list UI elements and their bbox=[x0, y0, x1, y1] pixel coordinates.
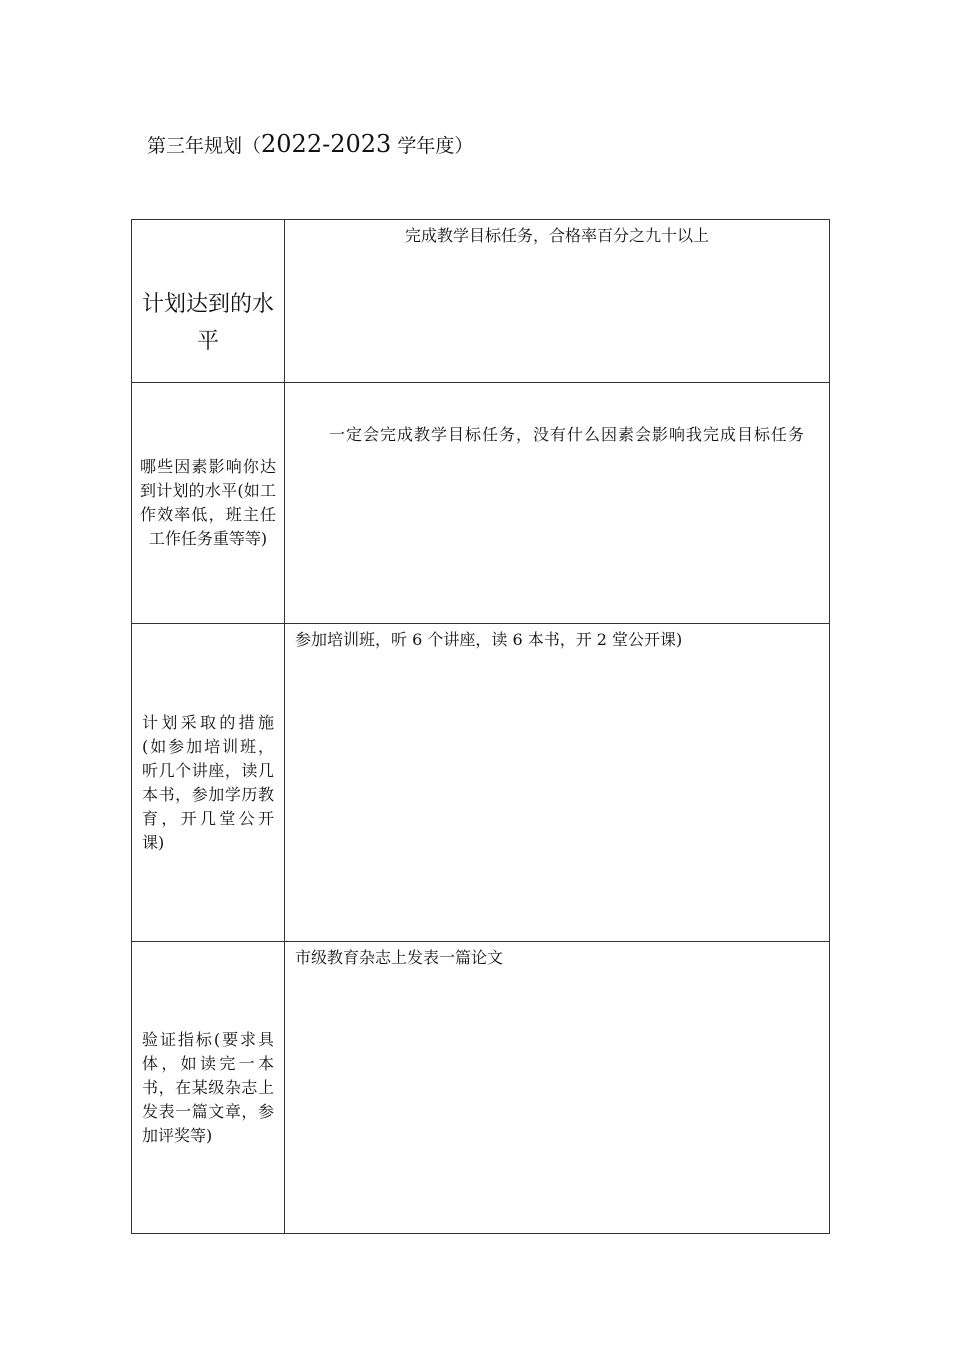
row-content: 完成教学目标任务，合格率百分之九十以上 bbox=[404, 226, 709, 245]
row-content: 市级教育杂志上发表一篇论文 bbox=[295, 948, 504, 967]
row-label-cell bbox=[132, 383, 285, 624]
row-content-cell bbox=[285, 624, 830, 942]
plan-table bbox=[131, 219, 830, 1234]
table-row-target-level bbox=[132, 220, 830, 383]
title-year: 2022-2023 bbox=[261, 130, 392, 158]
row-label: 验证指标(要求具体，如读完一本书，在某级杂志上发表一篇文章，参加评奖等) bbox=[142, 1029, 274, 1145]
row-content-cell bbox=[285, 942, 830, 1234]
title-suffix: 学年度） bbox=[391, 135, 474, 157]
row-label-cell bbox=[132, 624, 285, 942]
row-label: 计划采取的措施(如参加培训班，听几个讲座，读几本书，参加学历教育，开几堂公开课) bbox=[142, 712, 274, 852]
table-row-measures bbox=[132, 624, 830, 942]
row-content: 参加培训班，听 6 个讲座，读 6 本书，开 2 堂公开课) bbox=[295, 630, 683, 649]
row-label-cell bbox=[132, 220, 285, 383]
row-label: 哪些因素影响你达到计划的水平(如工作效率低，班主任工作任务重等等) bbox=[140, 457, 276, 548]
table-row-influencing-factors bbox=[132, 383, 830, 624]
document-title bbox=[147, 130, 473, 160]
row-content-cell bbox=[285, 220, 830, 383]
row-content: 一定会完成教学目标任务，没有什么因素会影响我完成目标任务 bbox=[329, 425, 806, 444]
title-prefix: 第三年规划（ bbox=[147, 135, 262, 157]
row-content-cell bbox=[285, 383, 830, 624]
row-label-cell bbox=[132, 942, 285, 1234]
table-row-verification bbox=[132, 942, 830, 1234]
row-label: 计划达到的水平 bbox=[142, 292, 275, 354]
